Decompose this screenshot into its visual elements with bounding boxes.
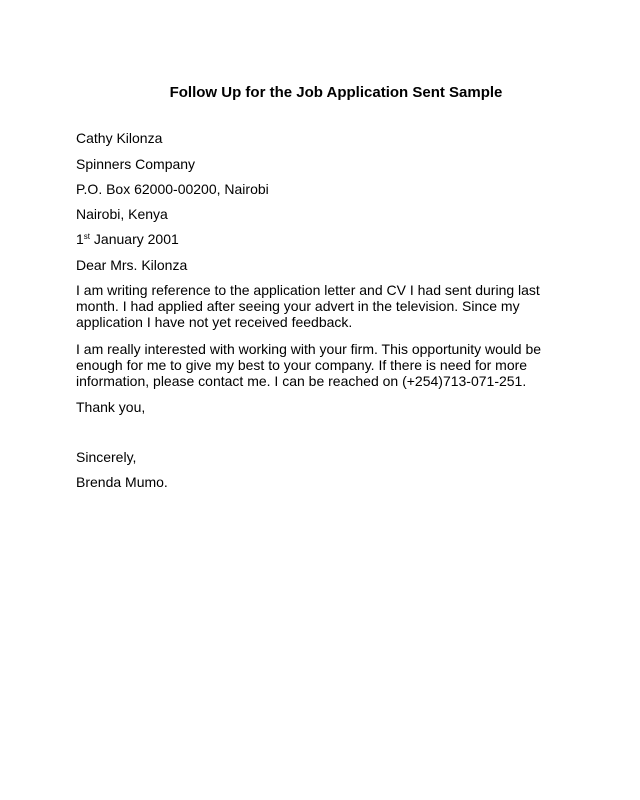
recipient-name: Cathy Kilonza [76, 130, 163, 146]
date-ordinal: st [83, 232, 91, 241]
paragraph-2-line: information, please contact me. I can be reached on (+254)713-071-251. [76, 373, 527, 389]
paragraph-2-line: enough for me to give my best to your company. If there is need for more [76, 357, 528, 373]
document-title: Follow Up for the Job Application Sent Sample [169, 84, 503, 101]
closing-line: Sincerely, [76, 449, 137, 465]
paragraph-1-line: application I have not yet received feedback. [76, 314, 353, 330]
salutation: Dear Mrs. Kilonza [76, 257, 188, 273]
recipient-po-box: P.O. Box 62000-00200, Nairobi [76, 181, 269, 197]
paragraph-1 [76, 282, 576, 330]
date-day: 1 [76, 231, 84, 247]
paragraph-1-line: month. I had applied after seeing your advert in the television. Since my [76, 298, 520, 314]
signature-name: Brenda Mumo. [76, 474, 168, 490]
recipient-company: Spinners Company [76, 156, 196, 172]
recipient-city: Nairobi, Kenya [76, 206, 168, 222]
paragraph-2 [76, 341, 576, 389]
thanks-line: Thank you, [76, 399, 146, 415]
letter-date [76, 231, 576, 247]
date-rest: January 2001 [90, 231, 179, 247]
paragraph-2-line: I am really interested with working with your firm. This opportunity would be [76, 341, 542, 357]
paragraph-1-line: I am writing reference to the application letter and CV I had sent during last [76, 282, 540, 298]
